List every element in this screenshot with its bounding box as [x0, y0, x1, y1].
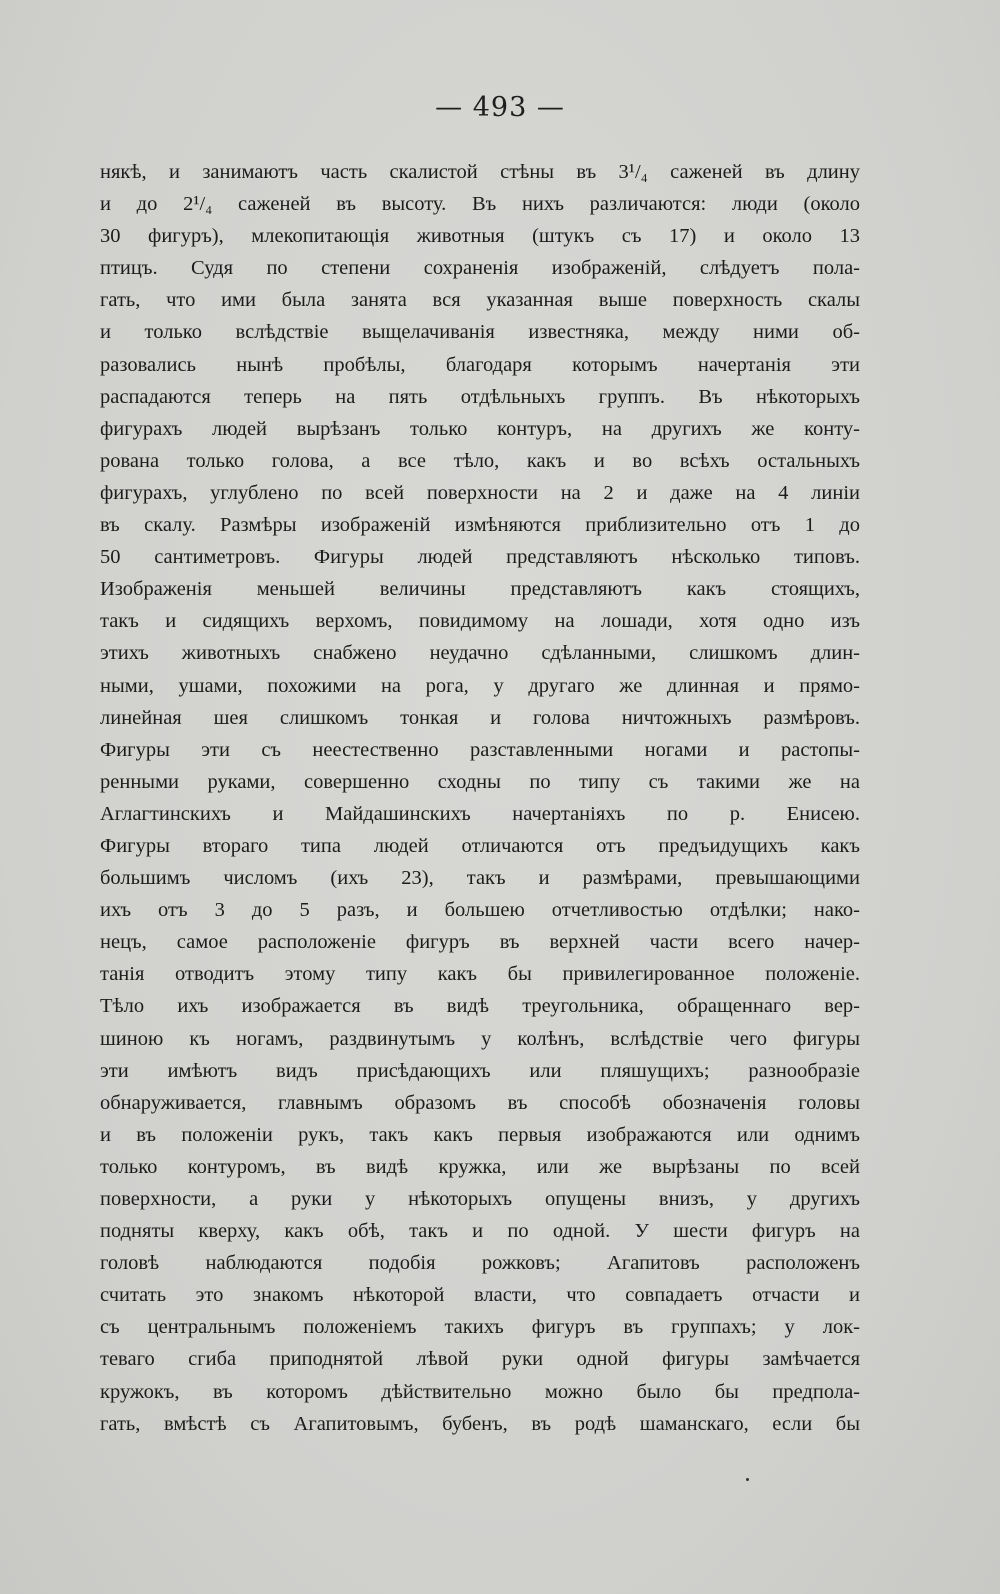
text-line: нецъ, самое расположеніе фигуръ въ верхней части всего начер- [100, 931, 860, 954]
text-line: и только вслѣдствіе выщелачиванія известняка, между ними об- [100, 321, 860, 344]
text-line: и до 2¹/₄ саженей въ высоту. Въ нихъ различаются: люди (около [100, 193, 860, 216]
text-line: шиною къ ногамъ, раздвинутымъ у колѣнъ, вслѣдствіе чего фигуры [100, 1027, 860, 1050]
text-line: въ скалу. Размѣры изображеній измѣняются приблизительно отъ 1 до [100, 514, 860, 537]
text-line: гать, вмѣстѣ съ Агапитовымъ, бубенъ, въ родѣ шаманскаго, если бы [100, 1412, 860, 1435]
text-line: птицъ. Судя по степени сохраненія изображеній, слѣдуетъ пола- [100, 257, 860, 280]
text-line: головѣ наблюдаются подобія рожковъ; Агапитовъ расположенъ [100, 1252, 860, 1275]
text-line: считать это знакомъ нѣкоторой власти, что совпадаетъ отчасти и [100, 1284, 860, 1307]
text-line: ренными руками, совершенно сходны по типу съ такими же на [100, 770, 860, 793]
text-line: фигурахъ людей вырѣзанъ только контуръ, на другихъ же конту- [100, 417, 860, 440]
body-text [100, 156, 860, 1440]
text-line: кружокъ, въ которомъ дѣйствительно можно было бы предпола- [100, 1380, 860, 1403]
text-line: только контуромъ, въ видѣ кружка, или же вырѣзаны по всей [100, 1155, 860, 1178]
text-line: Тѣло ихъ изображается въ видѣ треугольника, обращеннаго вер- [100, 995, 860, 1018]
text-line: 30 фигуръ), млекопитающія животныя (штукъ съ 17) и около 13 [100, 225, 860, 248]
text-line: фигурахъ, углублено по всей поверхности на 2 и даже на 4 линіи [100, 481, 860, 504]
text-line: обнаруживается, главнымъ образомъ въ способѣ обозначенія головы [100, 1091, 860, 1114]
text-line: теваго сгиба приподнятой лѣвой руки одной фигуры замѣчается [100, 1348, 860, 1371]
print-speck [746, 1478, 749, 1481]
text-line: Фигуры эти съ неестественно разставленными ногами и растопы- [100, 738, 860, 761]
text-line: Изображенія меньшей величины представляютъ какъ стоящихъ, [100, 578, 860, 601]
page-number: — 493 — [435, 92, 565, 123]
text-line: танія отводитъ этому типу какъ бы привилегированное положеніе. [100, 963, 860, 986]
text-line: эти имѣютъ видъ присѣдающихъ или пляшущихъ; разнообразіе [100, 1059, 860, 1082]
text-line: распадаются теперь на пять отдѣльныхъ группъ. Въ нѣкоторыхъ [100, 385, 860, 408]
text-line: Фигуры втораго типа людей отличаются отъ предъидущихъ какъ [100, 834, 860, 857]
text-line: съ центральнымъ положеніемъ такихъ фигуръ въ группахъ; у лок- [100, 1316, 860, 1339]
text-line: 50 сантиметровъ. Фигуры людей представляютъ нѣсколько типовъ. [100, 546, 860, 569]
text-line: някѣ, и занимаютъ часть скалистой стѣны въ 3¹/₄ саженей въ длину [100, 161, 860, 183]
text-line: Аглагтинскихъ и Майдашинскихъ начертаніяхъ по р. Енисею. [100, 802, 860, 825]
text-line: ихъ отъ 3 до 5 разъ, и большею отчетливостью отдѣлки; нако- [100, 899, 860, 922]
text-line: поверхности, а руки у нѣкоторыхъ опущены внизъ, у другихъ [100, 1188, 860, 1210]
text-line: и въ положеніи рукъ, такъ какъ первыя изображаются или однимъ [100, 1123, 860, 1146]
text-line: подняты кверху, какъ обѣ, такъ и по одной. У шести фигуръ на [100, 1220, 860, 1243]
text-line: гать, что ими была занята вся указанная выше поверхность скалы [100, 289, 860, 312]
text-line: большимъ числомъ (ихъ 23), такъ и размѣрами, превышающими [100, 867, 860, 890]
text-line: такъ и сидящихъ верхомъ, повидимому на лошади, хотя одно изъ [100, 610, 860, 633]
text-line: этихъ животныхъ снабжено неудачно сдѣланными, слишкомъ длин- [100, 642, 860, 665]
text-line: линейная шея слишкомъ тонкая и голова ничтожныхъ размѣровъ. [100, 706, 860, 729]
text-line: ными, ушами, похожими на рога, у другаго же длинная и прямо- [100, 674, 860, 697]
text-line: разовались нынѣ пробѣлы, благодаря которымъ начертанія эти [100, 353, 860, 376]
text-line: рована только голова, а все тѣло, какъ и во всѣхъ остальныхъ [100, 449, 860, 472]
